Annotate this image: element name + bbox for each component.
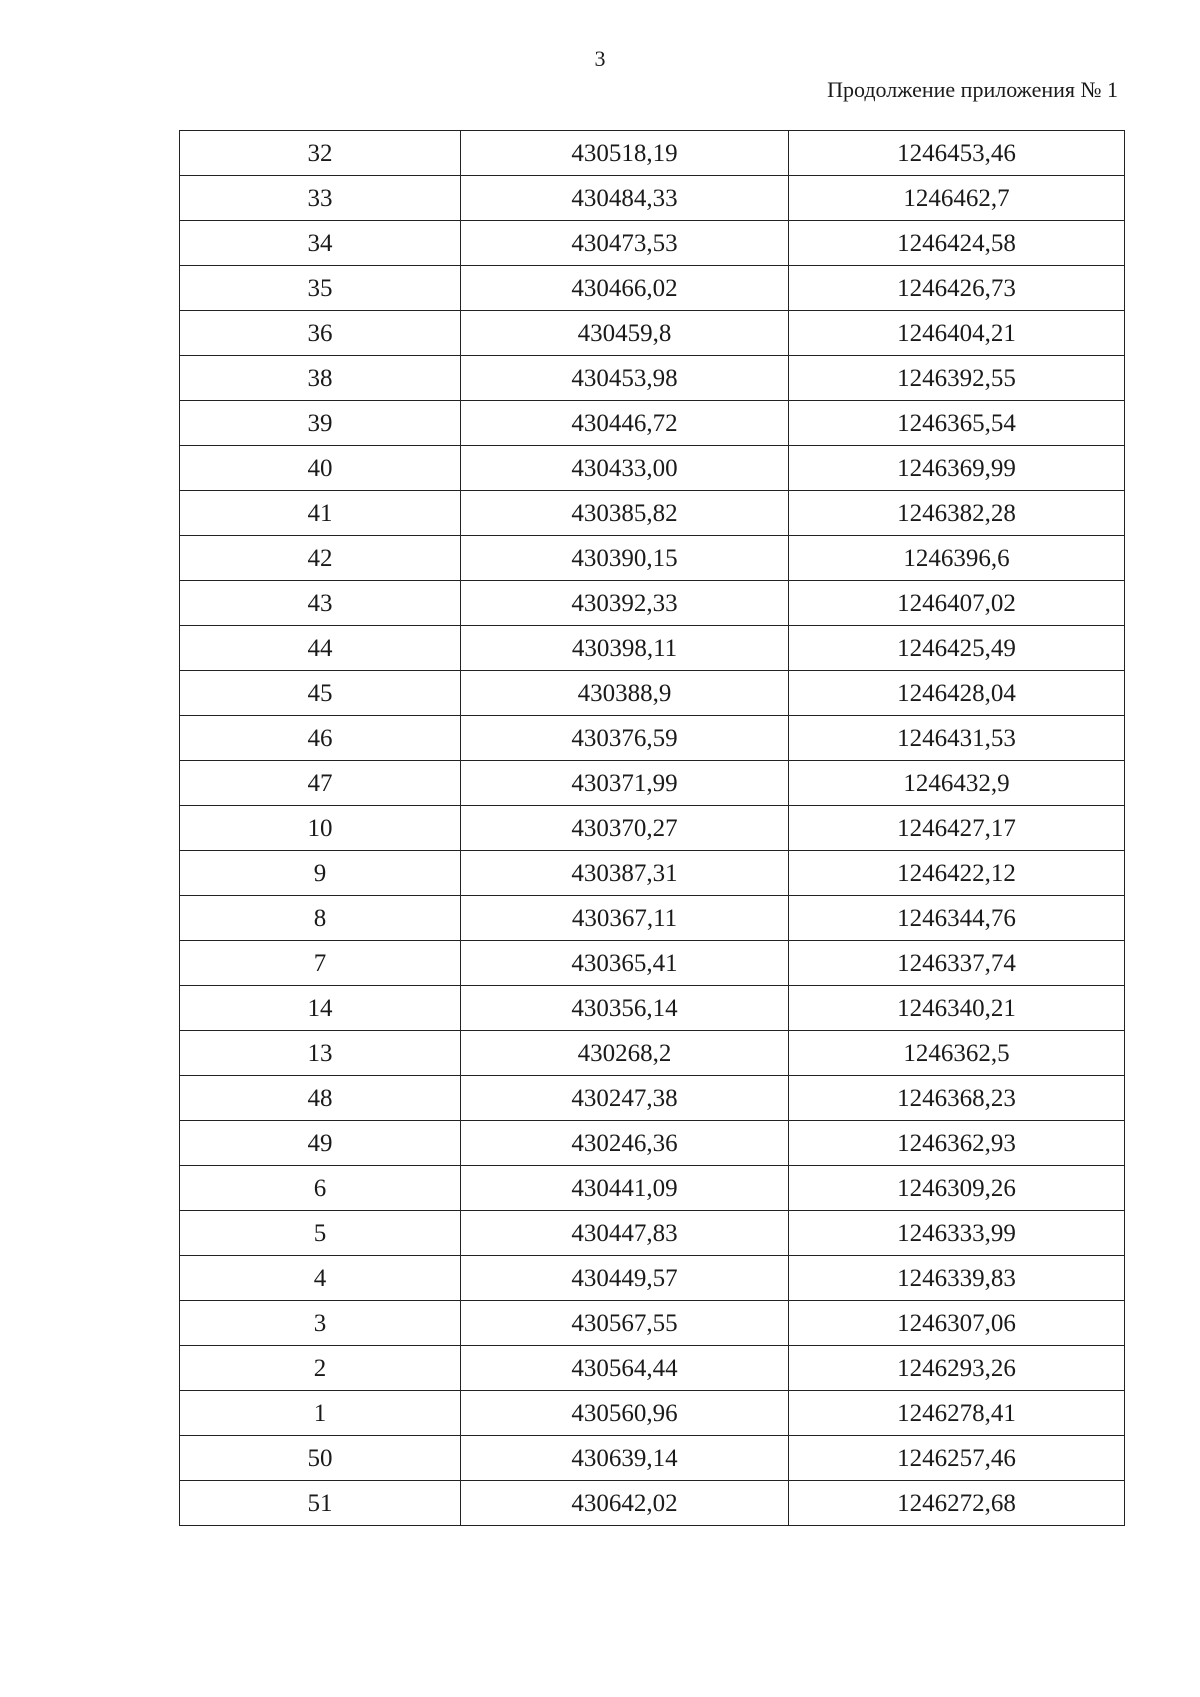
point-number-cell: 42 bbox=[180, 536, 461, 581]
y-coordinate-cell: 1246404,21 bbox=[789, 311, 1125, 356]
x-coordinate-cell: 430376,59 bbox=[461, 716, 789, 761]
table-row bbox=[180, 896, 1125, 941]
x-coordinate-cell: 430365,41 bbox=[461, 941, 789, 986]
x-coordinate-cell: 430247,38 bbox=[461, 1076, 789, 1121]
y-coordinate-cell: 1246369,99 bbox=[789, 446, 1125, 491]
x-coordinate-cell: 430449,57 bbox=[461, 1256, 789, 1301]
point-number-cell: 4 bbox=[180, 1256, 461, 1301]
point-number-cell: 48 bbox=[180, 1076, 461, 1121]
point-number-cell: 45 bbox=[180, 671, 461, 716]
y-coordinate-cell: 1246344,76 bbox=[789, 896, 1125, 941]
y-coordinate-cell: 1246431,53 bbox=[789, 716, 1125, 761]
y-coordinate-cell: 1246278,41 bbox=[789, 1391, 1125, 1436]
x-coordinate-cell: 430484,33 bbox=[461, 176, 789, 221]
table-row bbox=[180, 446, 1125, 491]
y-coordinate-cell: 1246428,04 bbox=[789, 671, 1125, 716]
table-row bbox=[180, 536, 1125, 581]
point-number-cell: 44 bbox=[180, 626, 461, 671]
table-row bbox=[180, 671, 1125, 716]
x-coordinate-cell: 430246,36 bbox=[461, 1121, 789, 1166]
point-number-cell: 49 bbox=[180, 1121, 461, 1166]
y-coordinate-cell: 1246257,46 bbox=[789, 1436, 1125, 1481]
x-coordinate-cell: 430371,99 bbox=[461, 761, 789, 806]
point-number-cell: 47 bbox=[180, 761, 461, 806]
table-row bbox=[180, 266, 1125, 311]
table-row bbox=[180, 1211, 1125, 1256]
x-coordinate-cell: 430446,72 bbox=[461, 401, 789, 446]
table-row bbox=[180, 1166, 1125, 1211]
table-row bbox=[180, 1436, 1125, 1481]
x-coordinate-cell: 430356,14 bbox=[461, 986, 789, 1031]
point-number-cell: 1 bbox=[180, 1391, 461, 1436]
table-row bbox=[180, 1346, 1125, 1391]
point-number-cell: 40 bbox=[180, 446, 461, 491]
x-coordinate-cell: 430387,31 bbox=[461, 851, 789, 896]
x-coordinate-cell: 430642,02 bbox=[461, 1481, 789, 1526]
point-number-cell: 5 bbox=[180, 1211, 461, 1256]
point-number-cell: 13 bbox=[180, 1031, 461, 1076]
y-coordinate-cell: 1246337,74 bbox=[789, 941, 1125, 986]
table-row bbox=[180, 581, 1125, 626]
x-coordinate-cell: 430385,82 bbox=[461, 491, 789, 536]
x-coordinate-cell: 430473,53 bbox=[461, 221, 789, 266]
y-coordinate-cell: 1246407,02 bbox=[789, 581, 1125, 626]
table-row bbox=[180, 401, 1125, 446]
table-row bbox=[180, 221, 1125, 266]
point-number-cell: 36 bbox=[180, 311, 461, 356]
x-coordinate-cell: 430392,33 bbox=[461, 581, 789, 626]
y-coordinate-cell: 1246365,54 bbox=[789, 401, 1125, 446]
point-number-cell: 2 bbox=[180, 1346, 461, 1391]
table-row bbox=[180, 1031, 1125, 1076]
point-number-cell: 8 bbox=[180, 896, 461, 941]
y-coordinate-cell: 1246422,12 bbox=[789, 851, 1125, 896]
y-coordinate-cell: 1246309,26 bbox=[789, 1166, 1125, 1211]
table-row bbox=[180, 1121, 1125, 1166]
coordinates-table bbox=[179, 130, 1125, 1526]
x-coordinate-cell: 430560,96 bbox=[461, 1391, 789, 1436]
point-number-cell: 35 bbox=[180, 266, 461, 311]
y-coordinate-cell: 1246362,5 bbox=[789, 1031, 1125, 1076]
x-coordinate-cell: 430433,00 bbox=[461, 446, 789, 491]
table-row bbox=[180, 1076, 1125, 1121]
x-coordinate-cell: 430441,09 bbox=[461, 1166, 789, 1211]
y-coordinate-cell: 1246368,23 bbox=[789, 1076, 1125, 1121]
y-coordinate-cell: 1246453,46 bbox=[789, 131, 1125, 176]
x-coordinate-cell: 430518,19 bbox=[461, 131, 789, 176]
table-row bbox=[180, 176, 1125, 221]
table-row bbox=[180, 761, 1125, 806]
point-number-cell: 7 bbox=[180, 941, 461, 986]
x-coordinate-cell: 430567,55 bbox=[461, 1301, 789, 1346]
y-coordinate-cell: 1246427,17 bbox=[789, 806, 1125, 851]
point-number-cell: 32 bbox=[180, 131, 461, 176]
point-number-cell: 34 bbox=[180, 221, 461, 266]
table-row bbox=[180, 311, 1125, 356]
table-row bbox=[180, 356, 1125, 401]
table-row bbox=[180, 626, 1125, 671]
x-coordinate-cell: 430453,98 bbox=[461, 356, 789, 401]
y-coordinate-cell: 1246272,68 bbox=[789, 1481, 1125, 1526]
table-row bbox=[180, 1391, 1125, 1436]
point-number-cell: 9 bbox=[180, 851, 461, 896]
point-number-cell: 6 bbox=[180, 1166, 461, 1211]
y-coordinate-cell: 1246382,28 bbox=[789, 491, 1125, 536]
x-coordinate-cell: 430388,9 bbox=[461, 671, 789, 716]
y-coordinate-cell: 1246340,21 bbox=[789, 986, 1125, 1031]
table-row bbox=[180, 1256, 1125, 1301]
coordinates-table-body bbox=[180, 131, 1125, 1526]
point-number-cell: 10 bbox=[180, 806, 461, 851]
x-coordinate-cell: 430390,15 bbox=[461, 536, 789, 581]
table-row bbox=[180, 806, 1125, 851]
table-row bbox=[180, 941, 1125, 986]
x-coordinate-cell: 430447,83 bbox=[461, 1211, 789, 1256]
y-coordinate-cell: 1246424,58 bbox=[789, 221, 1125, 266]
table-row bbox=[180, 986, 1125, 1031]
x-coordinate-cell: 430459,8 bbox=[461, 311, 789, 356]
point-number-cell: 3 bbox=[180, 1301, 461, 1346]
point-number-cell: 41 bbox=[180, 491, 461, 536]
y-coordinate-cell: 1246396,6 bbox=[789, 536, 1125, 581]
x-coordinate-cell: 430370,27 bbox=[461, 806, 789, 851]
x-coordinate-cell: 430398,11 bbox=[461, 626, 789, 671]
y-coordinate-cell: 1246293,26 bbox=[789, 1346, 1125, 1391]
y-coordinate-cell: 1246362,93 bbox=[789, 1121, 1125, 1166]
x-coordinate-cell: 430268,2 bbox=[461, 1031, 789, 1076]
point-number-cell: 43 bbox=[180, 581, 461, 626]
y-coordinate-cell: 1246333,99 bbox=[789, 1211, 1125, 1256]
point-number-cell: 38 bbox=[180, 356, 461, 401]
y-coordinate-cell: 1246462,7 bbox=[789, 176, 1125, 221]
table-row bbox=[180, 1301, 1125, 1346]
y-coordinate-cell: 1246307,06 bbox=[789, 1301, 1125, 1346]
y-coordinate-cell: 1246426,73 bbox=[789, 266, 1125, 311]
table-row bbox=[180, 131, 1125, 176]
y-coordinate-cell: 1246432,9 bbox=[789, 761, 1125, 806]
y-coordinate-cell: 1246425,49 bbox=[789, 626, 1125, 671]
point-number-cell: 51 bbox=[180, 1481, 461, 1526]
table-row bbox=[180, 1481, 1125, 1526]
page-number: 3 bbox=[594, 46, 606, 71]
table-row bbox=[180, 491, 1125, 536]
point-number-cell: 14 bbox=[180, 986, 461, 1031]
table-row bbox=[180, 851, 1125, 896]
point-number-cell: 50 bbox=[180, 1436, 461, 1481]
x-coordinate-cell: 430639,14 bbox=[461, 1436, 789, 1481]
x-coordinate-cell: 430564,44 bbox=[461, 1346, 789, 1391]
y-coordinate-cell: 1246339,83 bbox=[789, 1256, 1125, 1301]
point-number-cell: 33 bbox=[180, 176, 461, 221]
point-number-cell: 46 bbox=[180, 716, 461, 761]
table-row bbox=[180, 716, 1125, 761]
x-coordinate-cell: 430466,02 bbox=[461, 266, 789, 311]
y-coordinate-cell: 1246392,55 bbox=[789, 356, 1125, 401]
x-coordinate-cell: 430367,11 bbox=[461, 896, 789, 941]
appendix-continuation-label: Продолжение приложения № 1 bbox=[827, 77, 1118, 102]
point-number-cell: 39 bbox=[180, 401, 461, 446]
